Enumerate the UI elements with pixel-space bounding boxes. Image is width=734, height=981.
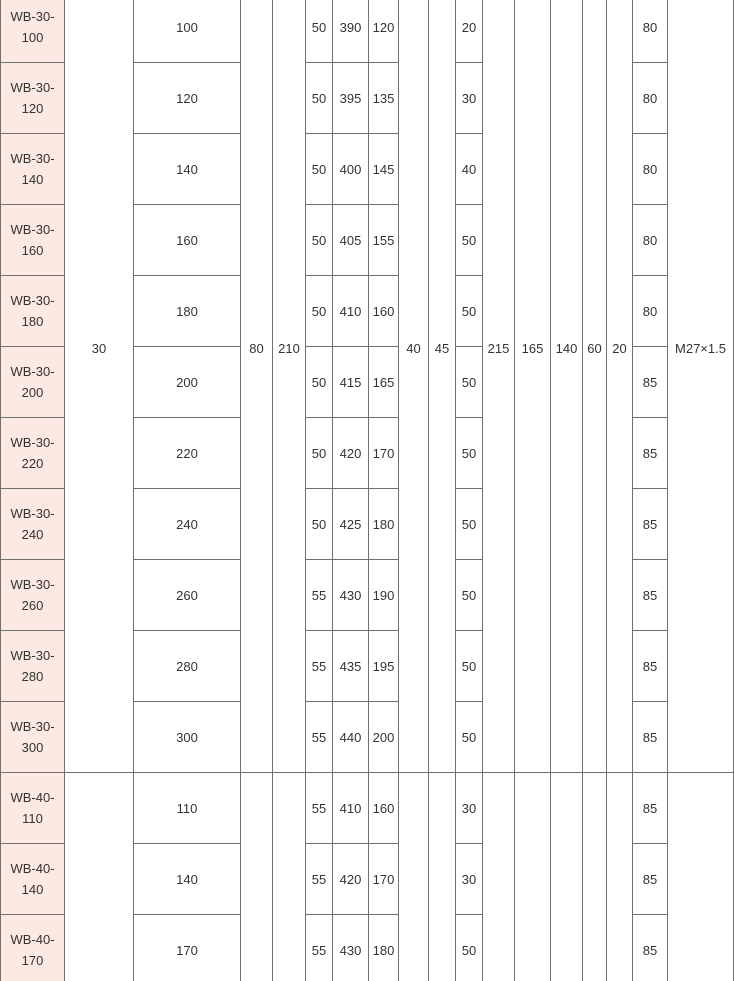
value-cell: 85	[633, 418, 668, 489]
value-cell: 395	[333, 63, 369, 134]
model-cell	[1, 205, 65, 276]
value-cell: 50	[306, 489, 333, 560]
merged-value: 215	[487, 340, 510, 356]
value-cell: 300	[134, 702, 241, 773]
value-cell: 30	[456, 63, 483, 134]
merged-value-cell	[399, 773, 429, 981]
value-cell: 50	[456, 560, 483, 631]
value-cell: 200	[134, 347, 241, 418]
merged-value: 45	[434, 340, 450, 356]
model-cell	[1, 915, 65, 981]
value-cell: 85	[633, 560, 668, 631]
spec-table-body	[1, 0, 734, 981]
value-cell: 390	[333, 0, 369, 63]
merged-value-cell	[607, 0, 633, 773]
value-cell: 160	[369, 276, 399, 347]
value-cell: 430	[333, 560, 369, 631]
value-cell: 400	[333, 134, 369, 205]
value-cell: 50	[456, 489, 483, 560]
value-cell: 80	[633, 205, 668, 276]
model-cell	[1, 276, 65, 347]
value-cell: 415	[333, 347, 369, 418]
model-label: WB-40-110	[10, 789, 55, 826]
model-label: WB-30-180	[10, 292, 55, 329]
model-cell	[1, 560, 65, 631]
merged-value-cell	[399, 0, 429, 773]
value-cell: 50	[306, 134, 333, 205]
table-row	[1, 0, 734, 63]
value-cell: 85	[633, 773, 668, 844]
value-cell: 20	[456, 0, 483, 63]
model-label: WB-30-300	[10, 718, 55, 755]
merged-value: 165	[521, 340, 544, 356]
merged-value-cell	[583, 0, 607, 773]
model-cell	[1, 418, 65, 489]
value-cell: 85	[633, 702, 668, 773]
value-cell: 80	[633, 134, 668, 205]
value-cell: 420	[333, 418, 369, 489]
value-cell: 220	[134, 418, 241, 489]
value-cell: 110	[134, 773, 241, 844]
value-cell: 50	[456, 915, 483, 981]
merged-value-cell	[483, 0, 515, 773]
model-cell	[1, 489, 65, 560]
value-cell: 280	[134, 631, 241, 702]
value-cell: 40	[456, 134, 483, 205]
value-cell: 120	[369, 0, 399, 63]
value-cell: 180	[369, 489, 399, 560]
model-cell	[1, 134, 65, 205]
value-cell: 440	[333, 702, 369, 773]
model-label: WB-40-140	[10, 860, 55, 897]
merged-value-cell	[65, 773, 134, 981]
value-cell: 30	[456, 844, 483, 915]
value-cell: 155	[369, 205, 399, 276]
value-cell: 50	[306, 0, 333, 63]
model-label: WB-30-200	[10, 363, 55, 400]
value-cell: 55	[306, 560, 333, 631]
merged-value-cell	[429, 773, 456, 981]
model-label: WB-30-280	[10, 647, 55, 684]
merged-value-cell	[607, 773, 633, 981]
value-cell: 410	[333, 773, 369, 844]
merged-value-cell	[515, 0, 551, 773]
merged-value: 140	[555, 340, 578, 356]
value-cell: 50	[456, 631, 483, 702]
value-cell: 240	[134, 489, 241, 560]
value-cell: 405	[333, 205, 369, 276]
model-label: WB-30-140	[10, 150, 55, 187]
value-cell: 85	[633, 489, 668, 560]
value-cell: 50	[306, 205, 333, 276]
value-cell: 180	[134, 276, 241, 347]
value-cell: 425	[333, 489, 369, 560]
model-cell	[1, 347, 65, 418]
model-label: WB-30-100	[10, 8, 55, 45]
value-cell: 165	[369, 347, 399, 418]
value-cell: 135	[369, 63, 399, 134]
value-cell: 435	[333, 631, 369, 702]
value-cell: 85	[633, 844, 668, 915]
value-cell: 80	[633, 0, 668, 63]
value-cell: 50	[456, 347, 483, 418]
value-cell: 170	[369, 418, 399, 489]
value-cell: 430	[333, 915, 369, 981]
merged-value-cell	[273, 0, 306, 773]
merged-value-cell	[583, 773, 607, 981]
value-cell: 50	[456, 418, 483, 489]
value-cell: 50	[456, 702, 483, 773]
value-cell: 80	[633, 63, 668, 134]
value-cell: 160	[369, 773, 399, 844]
merged-value-cell	[515, 773, 551, 981]
merged-value: 60	[587, 340, 602, 356]
model-cell	[1, 702, 65, 773]
merged-value-cell	[429, 0, 456, 773]
value-cell: 50	[306, 418, 333, 489]
value-cell: 85	[633, 915, 668, 981]
model-cell	[1, 844, 65, 915]
value-cell: 55	[306, 773, 333, 844]
merged-value-cell	[551, 0, 583, 773]
value-cell: 55	[306, 631, 333, 702]
value-cell: 50	[306, 63, 333, 134]
table-row	[1, 773, 734, 844]
merged-value-cell	[241, 0, 273, 773]
merged-value-cell	[668, 773, 734, 981]
merged-value-cell	[551, 773, 583, 981]
value-cell: 85	[633, 631, 668, 702]
model-label: WB-40-170	[10, 931, 55, 968]
merged-value: M27×1.5	[675, 340, 726, 356]
merged-value: 20	[612, 340, 627, 356]
merged-value-cell	[241, 773, 273, 981]
value-cell: 410	[333, 276, 369, 347]
value-cell: 30	[456, 773, 483, 844]
merged-value: 40	[406, 340, 421, 356]
merged-value-cell	[483, 773, 515, 981]
value-cell: 120	[134, 63, 241, 134]
value-cell: 200	[369, 702, 399, 773]
value-cell: 50	[456, 205, 483, 276]
model-cell	[1, 63, 65, 134]
value-cell: 170	[134, 915, 241, 981]
value-cell: 420	[333, 844, 369, 915]
value-cell: 195	[369, 631, 399, 702]
model-cell	[1, 773, 65, 844]
value-cell: 85	[633, 347, 668, 418]
value-cell: 50	[306, 276, 333, 347]
value-cell: 55	[306, 702, 333, 773]
value-cell: 80	[633, 276, 668, 347]
value-cell: 260	[134, 560, 241, 631]
value-cell: 140	[134, 844, 241, 915]
model-label: WB-30-260	[10, 576, 55, 613]
model-cell	[1, 0, 65, 63]
value-cell: 140	[134, 134, 241, 205]
merged-value: 210	[278, 340, 300, 356]
model-label: WB-30-120	[10, 79, 55, 116]
merged-value: 30	[91, 340, 107, 356]
value-cell: 50	[456, 276, 483, 347]
merged-value-cell	[668, 0, 734, 773]
value-cell: 160	[134, 205, 241, 276]
model-label: WB-30-160	[10, 221, 55, 258]
value-cell: 55	[306, 844, 333, 915]
value-cell: 55	[306, 915, 333, 981]
value-cell: 50	[306, 347, 333, 418]
value-cell: 100	[134, 0, 241, 63]
model-label: WB-30-240	[10, 505, 55, 542]
value-cell: 170	[369, 844, 399, 915]
value-cell: 190	[369, 560, 399, 631]
merged-value-cell	[65, 0, 134, 773]
merged-value-cell	[273, 773, 306, 981]
value-cell: 180	[369, 915, 399, 981]
model-label: WB-30-220	[10, 434, 55, 471]
value-cell: 145	[369, 134, 399, 205]
merged-value: 80	[249, 340, 264, 356]
model-cell	[1, 631, 65, 702]
